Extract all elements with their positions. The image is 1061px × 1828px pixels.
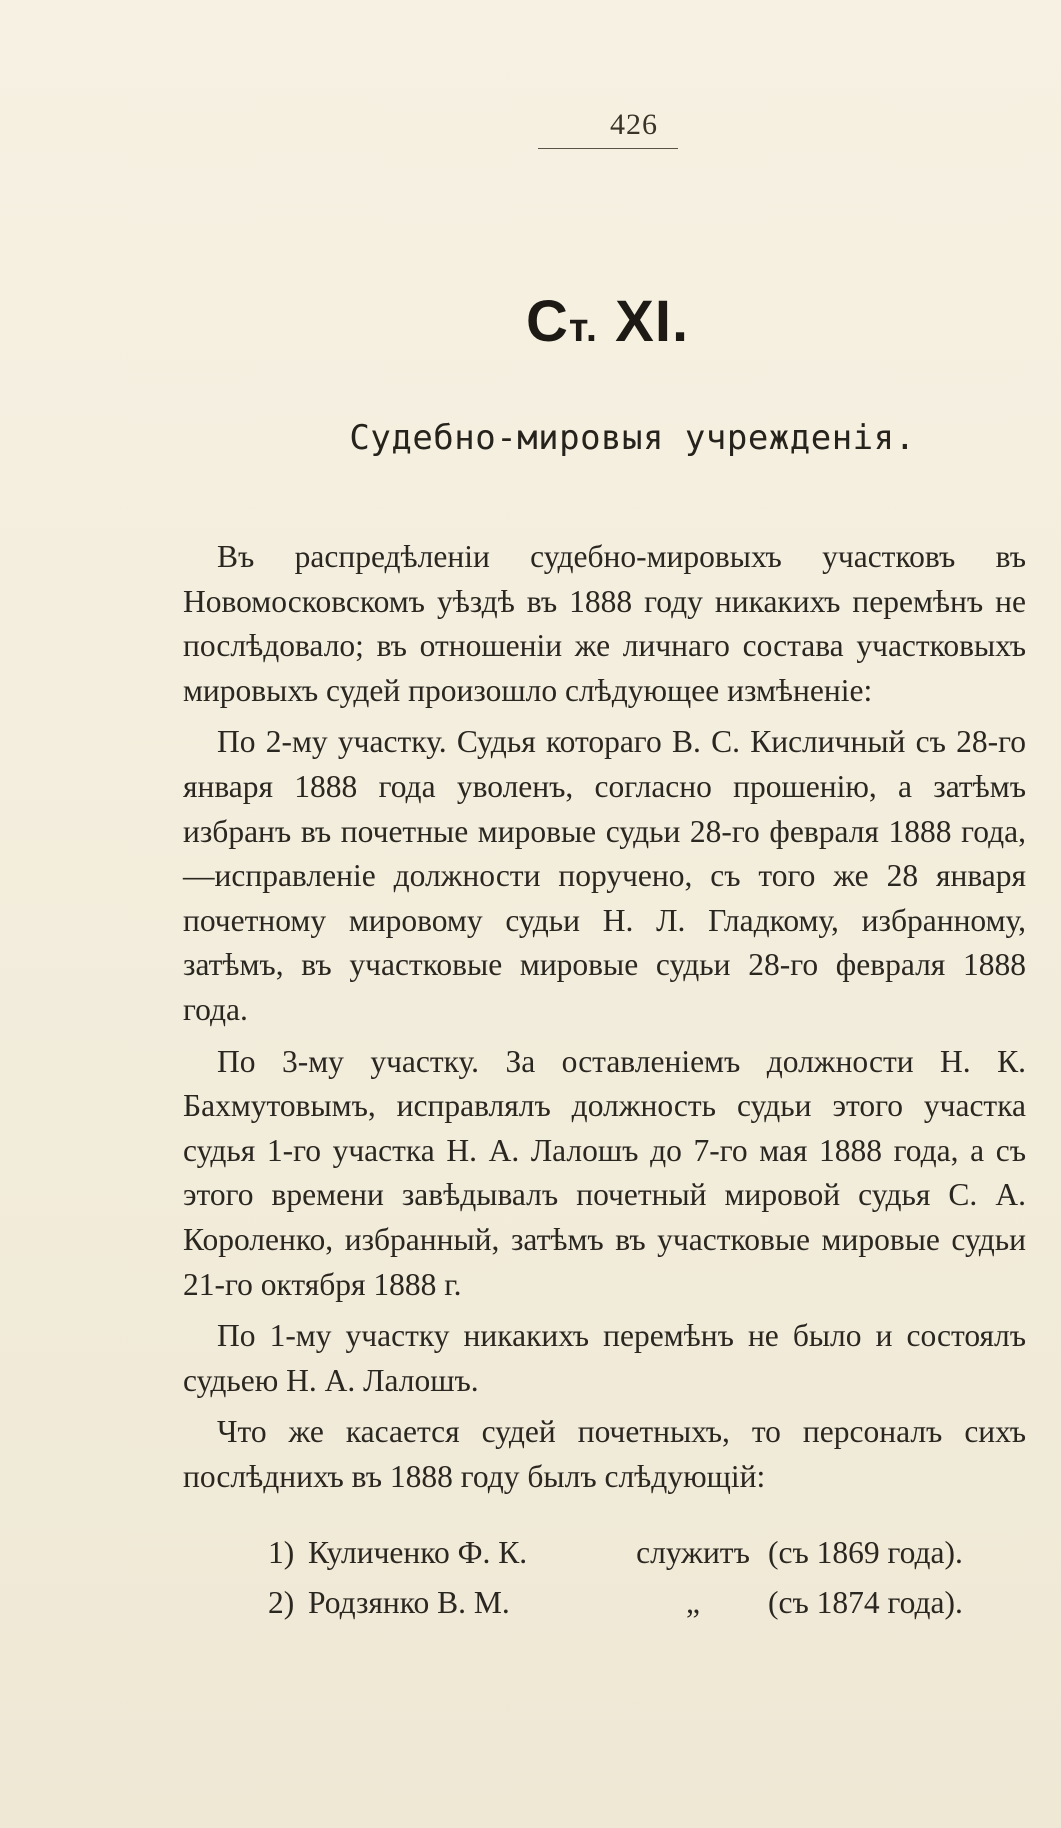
judge-since: (съ 1874 года). [768, 1585, 963, 1620]
section-title: Судебно-мировыя учрежденія. [349, 418, 916, 458]
list-item-number: 2) [268, 1585, 295, 1620]
paragraph-district-2: По 2-му участку. Судья котораго В. С. Кисличный съ 28-го января 1888 года уволенъ, согласно прошенію, а затѣмъ избранъ въ почетные мировые судьи 28-го февраля 1888 года,—исправленіе должности поручено, съ того же 28 января почетному мировому судьи Н. Л. Гладкому, избранному, затѣмъ, въ участковые мировые судьи 28-го февраля 1888 года. [183, 724, 1026, 1027]
paragraph-honorary-judges: Что же касается судей почетныхъ, то персоналъ сихъ послѣднихъ въ 1888 году былъ слѣдующій: [183, 1414, 1026, 1494]
paragraph-district-changes: Въ распредѣленіи судебно-мировыхъ участковъ въ Новомосковскомъ уѣздѣ въ 1888 году никакихъ перемѣнъ не послѣдовало; въ отношеніи же личнаго состава участковыхъ мировыхъ судей произошло слѣдующее измѣненіе: [183, 539, 1026, 708]
list-item [268, 1528, 1028, 1578]
list-item-number: 1) [268, 1535, 295, 1570]
judge-status: „ [686, 1585, 700, 1620]
judge-name: Куличенко Ф. К. [308, 1535, 528, 1570]
page-number: 426 [610, 108, 658, 141]
list-item [268, 1578, 1028, 1628]
page-number-rule [538, 148, 678, 149]
article-numeral: XI. [615, 289, 690, 354]
honorary-judges-list [268, 1528, 1028, 1628]
judge-since: (съ 1869 года). [768, 1535, 963, 1570]
article-prefix: С [525, 289, 569, 354]
judge-status: служитъ [636, 1535, 750, 1570]
judge-name: Родзянко В. М. [308, 1585, 510, 1620]
body-text [183, 535, 1026, 1499]
article-heading [0, 288, 1061, 355]
paragraph-district-1: По 1-му участку никакихъ перемѣнъ не было и состоялъ судьею Н. А. Лалошъ. [183, 1318, 1026, 1398]
article-prefix-small: т. [568, 306, 599, 350]
paragraph-district-3: По 3-му участку. За оставленіемъ должности Н. К. Бахмутовымъ, исправлялъ должность судьи этого участка судья 1-го участка Н. А. Лалошъ до 7-го мая 1888 года, а съ этого времени завѣдывалъ почетный мировой судья С. А. Короленко, избранный, затѣмъ въ участковые мировые судьи 21-го октября 1888 г. [183, 1043, 1026, 1302]
